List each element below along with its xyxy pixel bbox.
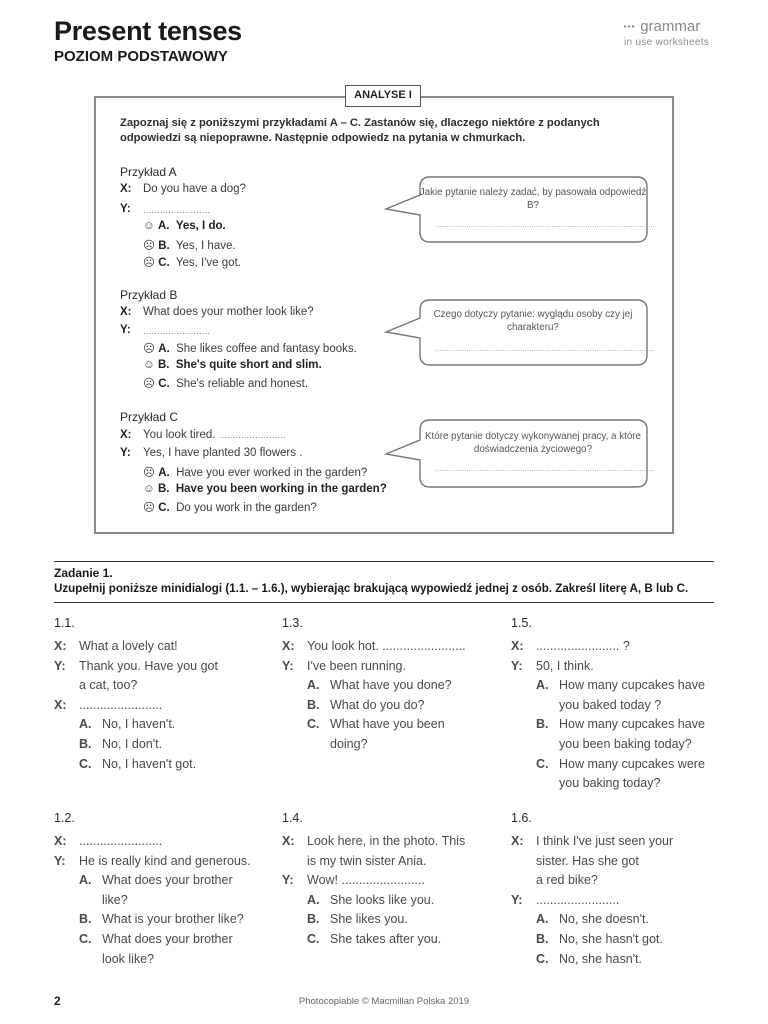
speaker-label: X: bbox=[54, 697, 67, 712]
speaker-label: X: bbox=[120, 306, 132, 318]
option-letter: A. bbox=[157, 220, 170, 232]
option-text: No, I don't. bbox=[102, 737, 163, 751]
page-title: Present tenses bbox=[54, 16, 242, 46]
frown-icon: ☹ bbox=[143, 343, 155, 355]
option-text: No, she hasn't got. bbox=[559, 932, 663, 946]
option-letter: A. bbox=[158, 343, 170, 355]
speaker-label: Y: bbox=[54, 853, 66, 868]
option-text: you baked today ? bbox=[559, 697, 662, 712]
dialog-number: 1.3. bbox=[282, 616, 303, 630]
option-row bbox=[143, 255, 241, 269]
option-text: She likes you. bbox=[330, 912, 408, 927]
option-letter[interactable]: A. bbox=[79, 717, 92, 732]
option-row bbox=[143, 465, 367, 479]
frown-icon: ☹ bbox=[143, 240, 155, 252]
dialog-line: is my twin sister Ania. bbox=[307, 853, 427, 868]
option-letter[interactable]: C. bbox=[79, 756, 92, 771]
example-question-text: You look tired. bbox=[143, 429, 216, 441]
blank-line: ........................ bbox=[143, 326, 211, 336]
example-question bbox=[143, 429, 286, 441]
option-letter: B. bbox=[158, 240, 170, 252]
option-text: like? bbox=[102, 892, 128, 907]
example-question: What does your mother look like? bbox=[143, 306, 314, 318]
speaker-label: Y: bbox=[282, 873, 294, 888]
speaker-label: X: bbox=[511, 834, 524, 848]
option-row bbox=[143, 341, 357, 355]
option-row bbox=[143, 376, 308, 390]
option-letter[interactable]: B. bbox=[307, 912, 320, 927]
section-divider bbox=[54, 561, 714, 562]
option-letter: B. bbox=[157, 483, 170, 495]
option-letter: C. bbox=[158, 257, 170, 269]
dialog-line: sister. Has she got bbox=[536, 853, 639, 868]
speaker-label: Y: bbox=[511, 658, 523, 673]
dialog-line: He is really kind and generous. bbox=[79, 853, 251, 868]
dialog-line: Thank you. Have you got bbox=[79, 658, 218, 673]
smile-icon: ☺ bbox=[143, 220, 155, 232]
option-row bbox=[143, 483, 387, 495]
option-text: Yes, I have. bbox=[175, 240, 236, 252]
task-title: Zadanie 1. bbox=[54, 566, 113, 580]
option-text: No, I haven't got. bbox=[102, 756, 197, 771]
dialog-number: 1.5. bbox=[511, 616, 532, 630]
option-letter: C. bbox=[158, 502, 170, 514]
dialog-line: ........................ ? bbox=[536, 639, 630, 653]
option-letter[interactable]: B. bbox=[307, 697, 320, 712]
option-letter[interactable]: B. bbox=[536, 717, 549, 732]
page-number: 2 bbox=[54, 994, 61, 1008]
speaker-label: X: bbox=[282, 834, 295, 848]
option-text: Yes, I do. bbox=[175, 220, 226, 232]
dialog-line: a red bike? bbox=[536, 873, 598, 888]
dialog-number: 1.4. bbox=[282, 811, 303, 825]
speaker-label: Y: bbox=[120, 447, 131, 459]
frown-icon: ☹ bbox=[143, 467, 155, 479]
bubble-answer-line: .................................................................................................. bbox=[435, 222, 655, 229]
option-text: What does your brother bbox=[102, 932, 233, 946]
option-text: She looks like you. bbox=[330, 892, 435, 907]
option-text: What have you done? bbox=[330, 678, 452, 693]
dialog-line: You look hot. ........................ bbox=[307, 639, 466, 653]
blank-line: ........................ bbox=[218, 430, 286, 440]
speaker-label: Y: bbox=[511, 892, 523, 907]
option-letter[interactable]: B. bbox=[79, 737, 92, 751]
page-subtitle: POZIOM PODSTAWOWY bbox=[54, 48, 228, 65]
example-heading: Przykład C bbox=[120, 410, 179, 424]
option-letter[interactable]: A. bbox=[536, 912, 549, 927]
option-text: How many cupcakes were bbox=[559, 756, 705, 771]
example-question: Do you have a dog? bbox=[143, 183, 246, 195]
task-instruction: Uzupełnij poniższe minidialogi (1.1. – 1.6.), wybierając brakującą wypowiedź jednej z osób. Zakreśl literę A, B lub C. bbox=[54, 582, 689, 595]
example-heading: Przykład A bbox=[120, 165, 177, 179]
option-letter[interactable]: C. bbox=[79, 932, 92, 946]
dialog-line: Look here, in the photo. This bbox=[307, 834, 466, 848]
option-text: What is your brother like? bbox=[102, 912, 244, 927]
dialog-line: ........................ bbox=[79, 834, 163, 848]
dialog-number: 1.2. bbox=[54, 811, 75, 825]
blank-line: ........................ bbox=[143, 205, 211, 215]
option-letter[interactable]: A. bbox=[307, 678, 320, 693]
option-text: Yes, I've got. bbox=[175, 257, 241, 269]
option-text: How many cupcakes have bbox=[559, 678, 705, 693]
option-letter[interactable]: A. bbox=[536, 678, 549, 693]
option-text: Do you work in the garden? bbox=[176, 502, 317, 514]
option-letter[interactable]: A. bbox=[307, 892, 320, 907]
bubble-answer-line: .................................................................................................. bbox=[435, 346, 655, 353]
option-letter[interactable]: A. bbox=[79, 873, 92, 888]
dialog-number: 1.6. bbox=[511, 811, 532, 825]
dialog-line: I've been running. bbox=[307, 658, 406, 673]
speaker-label: Y: bbox=[120, 203, 131, 215]
frown-icon: ☹ bbox=[143, 378, 155, 390]
bubble-question: Jakie pytanie należy zadać, by pasowała odpowiedź B? bbox=[419, 187, 647, 211]
dialog-line: Wow! ........................ bbox=[307, 873, 425, 888]
dialog-line: ........................ bbox=[536, 892, 620, 907]
option-letter: B. bbox=[157, 359, 170, 371]
speaker-label: X: bbox=[54, 834, 67, 848]
copyright: Photocopiable © Macmillan Polska 2019 bbox=[298, 996, 470, 1007]
option-row bbox=[143, 500, 317, 514]
option-text: Have you ever worked in the garden? bbox=[176, 467, 368, 479]
speaker-label: X: bbox=[282, 639, 295, 653]
bubble-question: Które pytanie dotyczy wykonywanej pracy, a które doświadczenia życiowego? bbox=[425, 431, 641, 455]
logo-main: grammar bbox=[640, 18, 701, 35]
frown-icon: ☹ bbox=[143, 502, 155, 514]
speaker-label: X: bbox=[511, 639, 524, 653]
logo-arrows-icon: ▸▸▸ bbox=[624, 24, 637, 31]
smile-icon: ☺ bbox=[143, 483, 155, 495]
option-text: She's reliable and honest. bbox=[176, 378, 309, 390]
option-letter[interactable]: C. bbox=[307, 932, 320, 946]
option-letter[interactable]: C. bbox=[307, 717, 320, 732]
option-text: No, I haven't. bbox=[102, 717, 176, 732]
option-text: What have you been bbox=[330, 717, 445, 732]
option-text: Have you been working in the garden? bbox=[175, 483, 387, 495]
speaker-label: Y: bbox=[282, 658, 294, 673]
option-text: She likes coffee and fantasy books. bbox=[176, 343, 357, 355]
speaker-label: X: bbox=[120, 183, 132, 195]
option-row bbox=[143, 238, 236, 252]
dialog-line: 50, I think. bbox=[536, 658, 594, 673]
option-row bbox=[143, 220, 226, 232]
option-row bbox=[143, 359, 322, 371]
option-text: doing? bbox=[330, 737, 368, 751]
option-text: you been baking today? bbox=[559, 737, 692, 751]
option-text: How many cupcakes have bbox=[559, 717, 705, 732]
option-text: What do you do? bbox=[330, 697, 425, 712]
speaker-label: Y: bbox=[120, 324, 131, 336]
section-divider bbox=[54, 602, 714, 603]
option-text: you baking today? bbox=[559, 776, 661, 791]
logo-sub: in use worksheets bbox=[624, 37, 710, 49]
analyse-tag: ANALYSE I bbox=[345, 85, 421, 107]
option-letter[interactable]: C. bbox=[536, 756, 549, 771]
analyse-intro: Zapoznaj się z poniższymi przykładami A – C. Zastanów się, dlaczego niektóre z podanych odpowiedzi są niepoprawne. Następnie odpowiedz na pytania w chmurkach. bbox=[120, 117, 600, 144]
option-letter: C. bbox=[158, 378, 170, 390]
option-text: What does your brother bbox=[102, 873, 233, 888]
option-text: She's quite short and slim. bbox=[175, 359, 322, 371]
option-letter[interactable]: C. bbox=[536, 951, 549, 966]
speaker-label: X: bbox=[54, 639, 67, 653]
option-text: No, she doesn't. bbox=[559, 912, 649, 927]
dialog-line: I think I've just seen your bbox=[536, 834, 674, 848]
dialog-line: a cat, too? bbox=[79, 678, 138, 693]
bubble-question: Czego dotyczy pytanie: wyglądu osoby czy jej charakteru? bbox=[433, 309, 633, 333]
option-text: look like? bbox=[102, 951, 155, 966]
dialog-number: 1.1. bbox=[54, 616, 75, 630]
example-answer: Yes, I have planted 30 flowers . bbox=[143, 447, 303, 459]
option-letter: A. bbox=[158, 467, 170, 479]
frown-icon: ☹ bbox=[143, 257, 155, 269]
option-letter[interactable]: B. bbox=[79, 912, 92, 927]
option-text: She takes after you. bbox=[330, 932, 442, 946]
smile-icon: ☺ bbox=[143, 359, 155, 371]
option-letter[interactable]: B. bbox=[536, 932, 549, 946]
dialog-line: ........................ bbox=[79, 697, 163, 712]
example-heading: Przykład B bbox=[120, 288, 178, 302]
speaker-label: Y: bbox=[54, 658, 66, 673]
dialog-line: What a lovely cat! bbox=[79, 639, 178, 653]
speaker-label: X: bbox=[120, 429, 132, 441]
option-text: No, she hasn't. bbox=[559, 951, 642, 966]
bubble-answer-line: .................................................................................................. bbox=[435, 466, 655, 473]
